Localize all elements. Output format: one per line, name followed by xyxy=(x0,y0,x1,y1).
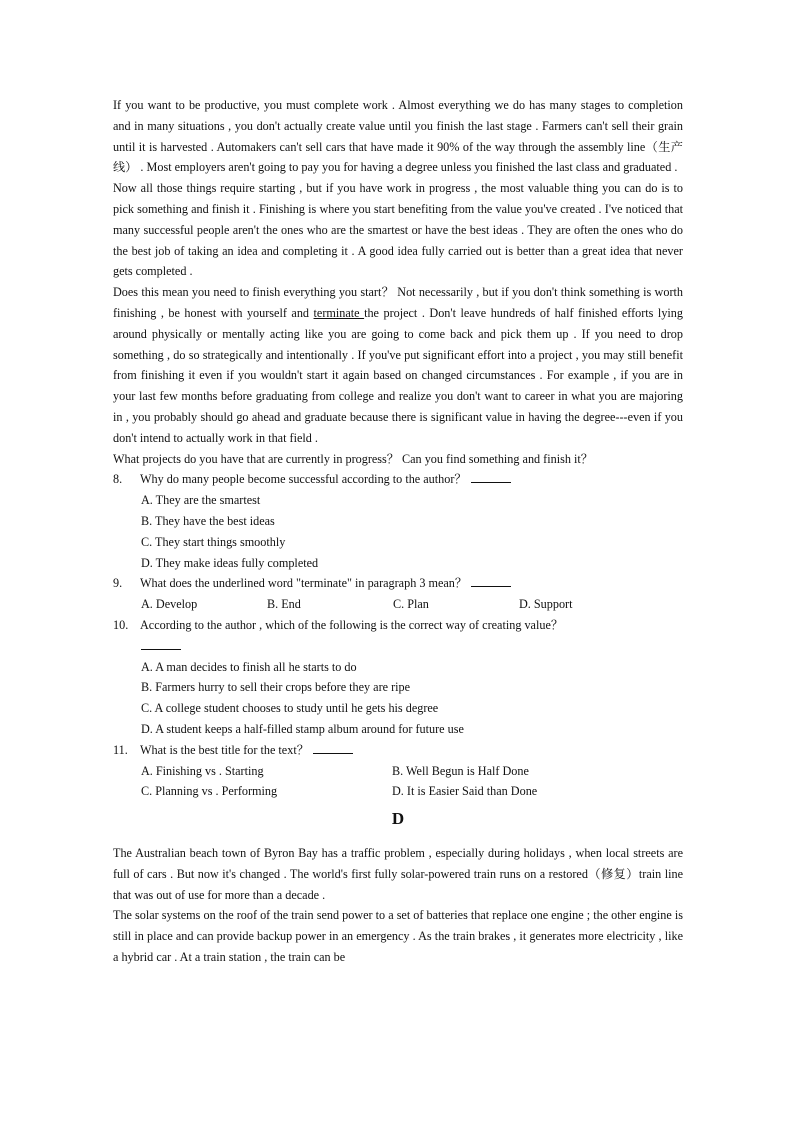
option-b: B. They have the best ideas xyxy=(141,513,275,528)
passage-paragraph-2: Now all those things require starting , but if you have work in progress , the most valuable thing you can do is to pick something and finish it . Finishing is where you start benefiting from the value you've created . I've noticed that many successful people aren't the ones who are the smartest or have the best ideas . They are often the ones who do the best job of taking an idea and completing it . A good idea fully carried out is better than a great idea that never gets completed . xyxy=(113,181,683,279)
section-d-paragraph-2: The solar systems on the roof of the train send power to a set of batteries that replace one engine ; the other engine is still in place and can provide backup power in an emergency . As the train brakes , it generates more electricity , like a hybrid car . At a train station , the train can be xyxy=(113,908,683,965)
answer-blank[interactable] xyxy=(471,470,511,483)
question-text: According to the author , which of the following is the correct way of creating value？ xyxy=(140,617,564,632)
section-heading: D xyxy=(391,809,405,829)
option-d: D. They make ideas fully completed xyxy=(141,555,319,570)
question-number: 8. xyxy=(113,472,123,487)
options-row xyxy=(141,594,683,615)
option-a: A. A man decides to finish all he starts to do xyxy=(141,659,357,674)
section-d-paragraph-1: The Australian beach town of Byron Bay has a traffic problem , especially during holidays , when local streets are full of cars . But now it's changed . The world's first fully solar-powered train runs on a restored（修复）train line that was out of use for more than a decade . xyxy=(113,846,683,902)
question-11 xyxy=(113,740,683,761)
option-d: D. A student keeps a half-filled stamp album around for future use xyxy=(141,721,464,736)
question-number: 11. xyxy=(113,742,128,757)
option-d: D. Support xyxy=(519,597,573,612)
question-8 xyxy=(113,469,683,490)
option-b: B. Well Begun is Half Done xyxy=(392,763,529,778)
question-text: What does the underlined word "terminate" in paragraph 3 mean？ xyxy=(140,576,468,591)
passage-paragraph-3 xyxy=(113,282,683,448)
question-9 xyxy=(113,573,683,594)
option-b: B. End xyxy=(267,597,301,612)
question-10 xyxy=(113,615,683,636)
option-c: C. They start things smoothly xyxy=(141,534,286,549)
option-b: B. Farmers hurry to sell their crops before they are ripe xyxy=(141,680,411,695)
passage-paragraph-4: What projects do you have that are currently in progress？ Can you find something and finish it？ xyxy=(113,451,593,466)
option-d: D. It is Easier Said than Done xyxy=(392,784,538,799)
passage-paragraph-1: If you want to be productive, you must complete work . Almost everything we do has many stages to completion and in many situations , you don't actually create value until you finish the last stage . Farmers can't sell their grain until it is harvested . Automakers can't sell cars that have made it 90% of the way through the assembly line（生产线） . Most employers aren't going to pay you for having a degree unless you finished the last class and graduated . xyxy=(113,98,683,175)
answer-blank[interactable] xyxy=(471,574,511,587)
question-text: What is the best title for the text？ xyxy=(140,742,309,757)
paragraph-3-part-2: the project . Don't leave hundreds of half finished efforts lying around physically or mentally acting like you are going to come back and pick them up . If you need to drop something , do so strategically and intentionally . If you've put significant effort into a project , you may still benefit from finishing it even if you wouldn't start it again based on changed circumstances . For example , if you are in your last few months before graduating from college and realize you don't want to career in what you are majoring in , you probably should go ahead and graduate because there is significant value in having the degree---even if you don't intend to actually work in that field . xyxy=(113,305,683,445)
answer-blank[interactable] xyxy=(313,741,353,754)
option-a: A. Develop xyxy=(141,597,198,612)
underlined-word-terminate: terminate xyxy=(313,305,365,320)
option-a: A. Finishing vs . Starting xyxy=(141,763,264,778)
document-page xyxy=(113,95,683,968)
paragraph-3-part-1: Does this mean you need to finish everything you start？ Not necessarily , but if you don't think something is worth finishing , be honest with yourself and xyxy=(113,285,683,320)
question-text: Why do many people become successful according to the author？ xyxy=(140,472,467,487)
option-a: A. They are the smartest xyxy=(141,493,261,508)
options-row xyxy=(141,781,683,802)
options-row xyxy=(141,761,683,782)
question-number: 9. xyxy=(113,576,123,591)
question-number: 10. xyxy=(113,617,129,632)
answer-blank[interactable] xyxy=(141,637,181,650)
option-c: C. Planning vs . Performing xyxy=(141,784,278,799)
option-c: C. Plan xyxy=(393,597,429,612)
option-c: C. A college student chooses to study until he gets his degree xyxy=(141,701,439,716)
